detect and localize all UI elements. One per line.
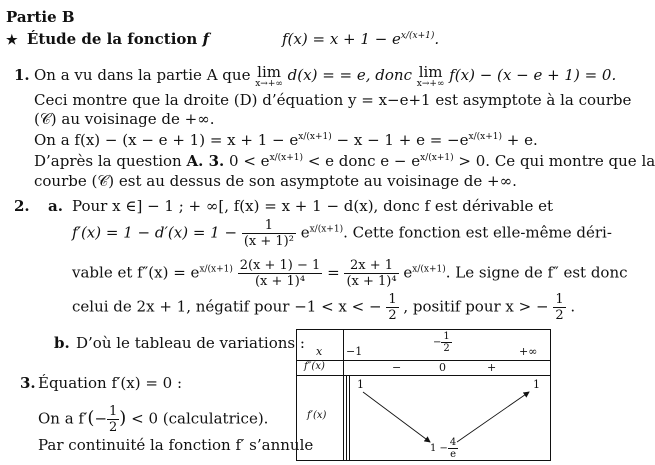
item1-number: 1. xyxy=(14,66,30,84)
function-exponent: x/(x+1) xyxy=(400,31,435,41)
item2b-text: D’où le tableau de variations : xyxy=(76,334,305,352)
part-title: Partie B xyxy=(6,8,75,26)
item1-line3: (𝒞) au voisinage de +∞. xyxy=(34,110,215,128)
item2-number: 2. xyxy=(14,197,30,215)
fraction-half-2: $\frac{1}{2}$ xyxy=(555,292,564,323)
item2a-line1: Pour x ∈] − 1 ; + ∞[, f(x) = x + 1 − d(x), donc f est dérivable et xyxy=(72,197,554,215)
limit-f: lim x→+∞ xyxy=(416,63,445,89)
item2a-line4: celui de 2x + 1, négatif pour −1 < x < − $\frac{1}{2}$ , positif pour x > − $\frac{1}{2}$ . xyxy=(72,292,576,323)
table-x-end: +∞ xyxy=(519,345,538,358)
item2a-line2: f′(x) = 1 − d′(x) = 1 − $\frac{1}{\text{(x + 1)²}}$ $e^{x/(x+1)}$. Cette fonction est elle-même déri- xyxy=(72,218,612,249)
table-sign-zero: 0 xyxy=(439,361,446,374)
item1-line2: Ceci montre que la droite (D) d’équation y = x−e+1 est asymptote à la courbe xyxy=(34,91,632,109)
table-x-mid: − $\frac{1}{2}$ xyxy=(433,331,450,354)
fraction-second-derivative: $\frac{2(x + 1) - 1}{\text{(x + 1)⁴}}$ xyxy=(239,258,321,289)
item1-line4: On a $f(x) - (x - e + 1) = x + 1 - e^{x/(x+1)} - x - 1 + e = -e^{x/(x+1)} + e$. xyxy=(34,131,538,149)
item3-line3: Par continuité la fonction f′ s’annule xyxy=(38,436,314,454)
fraction-item3: $\frac{1}{2}$ xyxy=(109,404,118,435)
table-sign-positive: + xyxy=(487,361,497,374)
item1-line1: On a vu dans la partie A que lim x→+∞ d(x) = = e, donc lim x→+∞ f(x) − (x − e + 1) = 0. xyxy=(34,63,617,89)
variation-arrows xyxy=(297,330,550,460)
table-fp-left-value: 1 xyxy=(357,378,364,391)
function-definition: $f(x) = x + 1 - e^{x/(x+1)}$. xyxy=(282,30,440,48)
limit-d: lim x→+∞ xyxy=(255,63,283,89)
table-fp-min-value: 1 − $\frac{4}{e}$ xyxy=(430,437,457,460)
item3-title: Équation f′(x) = 0 : xyxy=(38,374,183,392)
table-x-label: x xyxy=(316,345,323,358)
table-x-start: −1 xyxy=(346,345,363,358)
item1-line6: courbe (𝒞) est au dessus de son asymptote au voisinage de +∞. xyxy=(34,172,517,190)
section-title: Étude de la fonction xyxy=(26,30,198,48)
fraction-simplified: $\frac{2x + 1}{\text{(x + 1)⁴}}$ xyxy=(346,258,397,289)
table-fp-right-value: 1 xyxy=(533,378,540,391)
table-fpp-label: f″(x) xyxy=(304,361,325,372)
fraction-derivative: $\frac{1}{\text{(x + 1)²}}$ xyxy=(243,218,294,249)
f-symbol: f xyxy=(202,30,210,48)
item3-number: 3. xyxy=(20,374,36,392)
item2a-line3: vable et $f''(x) = e^{x/(x+1)}$ $\frac{2(x + 1) - 1}{\text{(x + 1)⁴}}$ = $\frac{2x + 1}{\text{(x + 1)⁴}}$ $e^{x/(x+1)}$. Le signe de f″ est donc xyxy=(72,258,628,289)
star-icon: ★ xyxy=(6,33,18,48)
table-sign-negative: − xyxy=(392,361,402,374)
increasing-arrow xyxy=(457,392,529,442)
table-fp-label: f′(x) xyxy=(307,410,327,421)
section-heading xyxy=(6,30,209,50)
item3-line2: On a f′(− $\frac{1}{2}$ ) < 0 (calculatrice). xyxy=(38,404,269,435)
item2b-label: b. xyxy=(54,334,70,352)
item2a-label: a. xyxy=(48,197,63,215)
fraction-half-1: $\frac{1}{2}$ xyxy=(388,292,397,323)
decreasing-arrow xyxy=(363,392,430,442)
variation-table xyxy=(296,329,551,461)
item1-line5: D’après la question A. 3. $0 < e^{x/(x+1)} < e$ donc $e - e^{x/(x+1)} > 0$. Ce qui montre que la xyxy=(34,152,655,170)
